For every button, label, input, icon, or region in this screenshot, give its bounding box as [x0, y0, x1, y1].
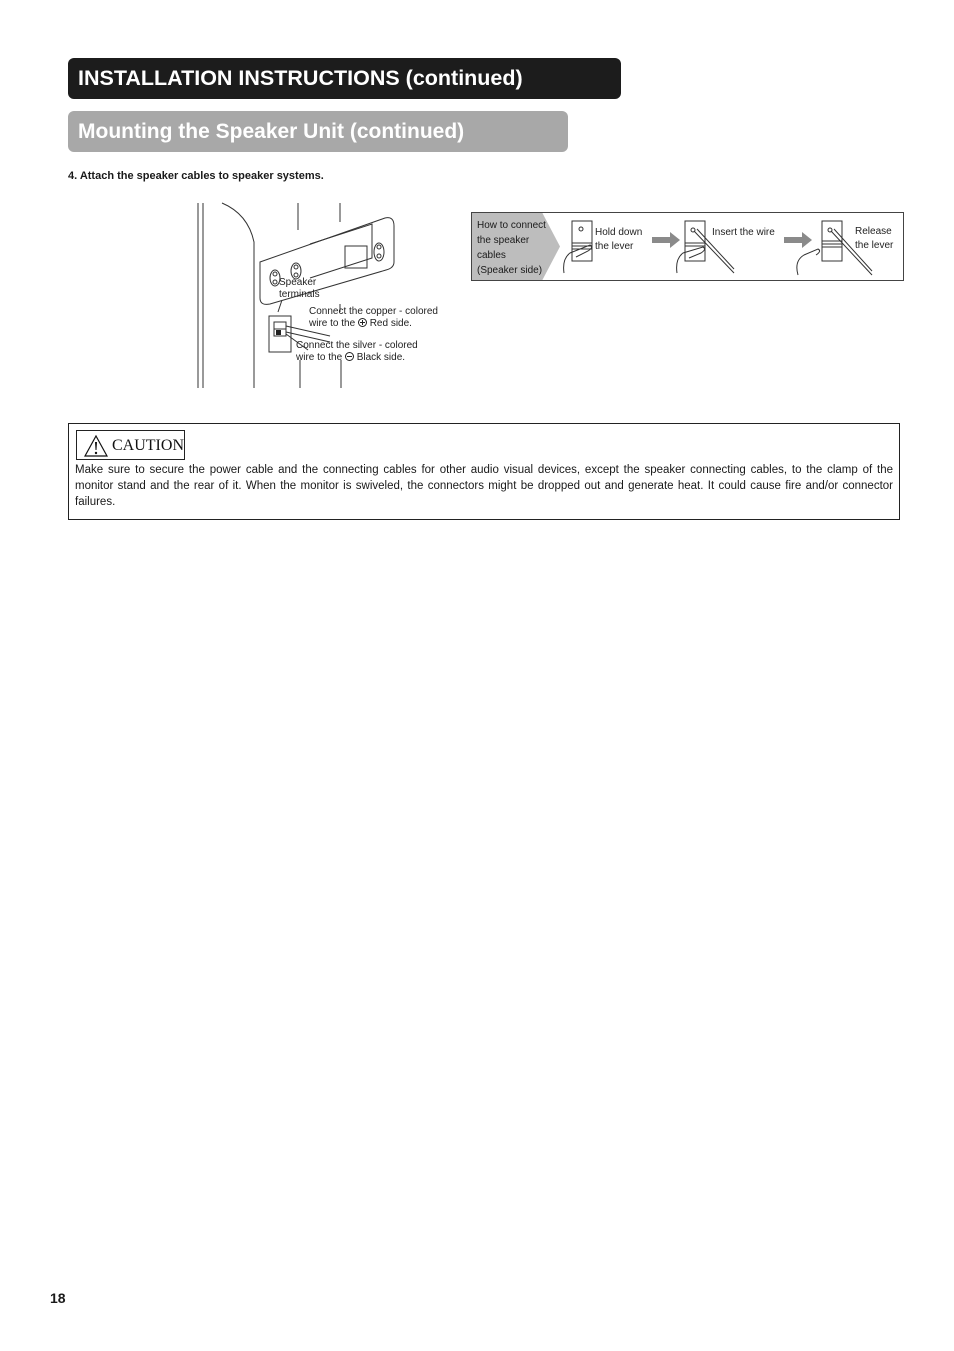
step-1-line-2: the lever	[595, 241, 634, 252]
terminals-label-line-1: Speaker	[279, 277, 317, 288]
caution-text: Make sure to secure the power cable and the connecting cables for other audio visual devices, except the speaker connecting cables, to the clamp of the monitor stand and the rear of it. When the monitor is swiveled, the connectors might be dropped out and generate heat. It could cause fire and/or connector failures.	[75, 464, 893, 508]
hand-icon-3	[797, 249, 820, 275]
speaker-terminals-label	[279, 277, 320, 301]
step-3-line-2: the lever	[855, 240, 894, 251]
silver-note-line-2-post: Black side.	[356, 352, 406, 363]
silver-wire-note	[296, 340, 418, 364]
arrow-right-icon-1	[652, 232, 680, 248]
how-to-heading-line-1: How to connect	[477, 220, 546, 231]
plus-circle-icon	[358, 318, 367, 327]
section-title-banner: INSTALLATION INSTRUCTIONS (continued)	[68, 58, 621, 99]
subsection-title-banner: Mounting the Speaker Unit (continued)	[68, 111, 568, 152]
how-to-heading-line-2: the speaker	[477, 235, 530, 246]
copper-note-line-2-post: Red side.	[369, 318, 412, 329]
step-hold-lever	[595, 226, 642, 254]
speaker-terminal-diagram	[190, 200, 460, 392]
minus-circle-icon	[345, 352, 354, 361]
caution-label-box	[76, 430, 185, 460]
terminal-steps-illustration	[472, 213, 903, 280]
copper-note-line-2-pre: wire to the	[309, 318, 356, 329]
step-3-line-1: Release	[855, 226, 892, 237]
step-1-line-1: Hold down	[595, 227, 643, 238]
arrow-right-icon-2	[784, 232, 812, 248]
silver-note-line-2-pre: wire to the	[296, 352, 343, 363]
step-insert-wire: Insert the wire	[712, 227, 775, 238]
page-number: 18	[50, 1290, 66, 1306]
hand-icon-2	[677, 247, 705, 273]
terminals-label-line-2: terminals	[279, 289, 320, 300]
warning-triangle-icon	[84, 435, 108, 457]
step-instruction: 4. Attach the speaker cables to speaker systems.	[68, 170, 324, 182]
copper-wire-note	[309, 306, 438, 330]
copper-note-line-1: Connect the copper - colored	[309, 306, 438, 317]
silver-note-line-1: Connect the silver - colored	[296, 340, 418, 351]
caution-box	[68, 423, 900, 520]
step-release-lever	[855, 225, 893, 253]
caution-label: CAUTION	[112, 437, 184, 454]
how-to-connect-panel	[471, 212, 904, 281]
how-to-heading-line-4: (Speaker side)	[477, 265, 543, 276]
how-to-heading-line-3: cables	[477, 250, 506, 261]
